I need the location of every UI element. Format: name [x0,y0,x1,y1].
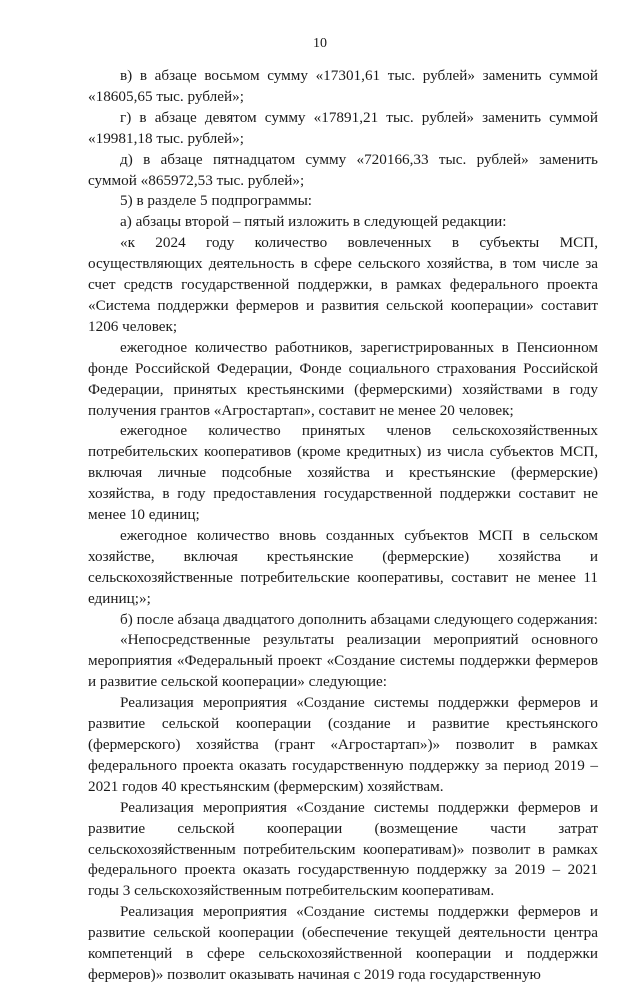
paragraph: д) в абзаце пятнадцатом сумму «720166,33 тыс. рублей» заменить суммой «865972,53 тыс. рублей»; [88,150,598,189]
page-number: 10 [313,36,327,51]
paragraph: Реализация мероприятия «Создание системы поддержки фермеров и развитие сельской кооперации (создание и развитие крестьянского (фермерского) хозяйства (грант «Агростартап»)» позволит в рамках федерального проекта оказать государственную поддержку за период 2019 – 2021 годов 40 крестьянским (фермерским) хозяйствам. [88,694,598,795]
paragraph: Реализация мероприятия «Создание системы поддержки фермеров и развитие сельской кооперации (обеспечение текущей деятельности центра компетенций в сфере сельскохозяйственной кооперации и поддержки фермеров)» позволит оказывать начиная с 2019 года государственную [88,903,598,983]
document-body [88,66,598,986]
paragraph: г) в абзаце девятом сумму «17891,21 тыс. рублей» заменить суммой «19981,18 тыс. рублей»; [88,108,598,147]
paragraph: ежегодное количество работников, зарегистрированных в Пенсионном фонде Российской Федерации, Фонде социального страхования Российской Федерации, принятых крестьянскими (фермерскими) хозяйствами в году получения грантов «Агростартап», составит не менее 20 человек; [88,338,598,419]
paragraph: «Непосредственные результаты реализации мероприятий основного мероприятия «Федеральный проект «Создание системы поддержки фермеров и развитие сельской кооперации» следующие: [88,631,598,691]
paragraph: а) абзацы второй – пятый изложить в следующей редакции: [120,213,507,231]
paragraph: Реализация мероприятия «Создание системы поддержки фермеров и развитие сельской кооперации (возмещение части затрат сельскохозяйственным потребительским кооперативам)» позволит в рамках федерального проекта оказать государственную поддержку за 2019 – 2021 годы 3 сельскохозяйственным потребительским кооперативам. [88,798,598,900]
paragraph: б) после абзаца двадцатого дополнить абзацами следующего содержания: [120,610,598,628]
paragraph: в) в абзаце восьмом сумму «17301,61 тыс. рублей» заменить суммой «18605,65 тыс. рублей»; [88,67,598,105]
paragraph: «к 2024 году количество вовлеченных в субъекты МСП, осуществляющих деятельность в сфере сельского хозяйства, в том числе за счет средств государственной поддержки, в рамках федерального проекта «Система поддержки фермеров и развития сельской кооперации» составит 1206 человек; [88,234,598,335]
paragraph: 5) в разделе 5 подпрограммы: [120,192,312,210]
paragraph: ежегодное количество вновь созданных субъектов МСП в сельском хозяйстве, включая крестьянские (фермерские) хозяйства и сельскохозяйственные потребительские кооперативы, составит не менее 11 единиц;»; [88,526,598,607]
paragraph: ежегодное количество принятых членов сельскохозяйственных потребительских кооперативов (кроме кредитных) из числа субъектов МСП, включая личные подсобные хозяйства и крестьянские (фермерские) хозяйства, в году предоставления государственной поддержки составит не менее 10 единиц; [88,422,598,524]
